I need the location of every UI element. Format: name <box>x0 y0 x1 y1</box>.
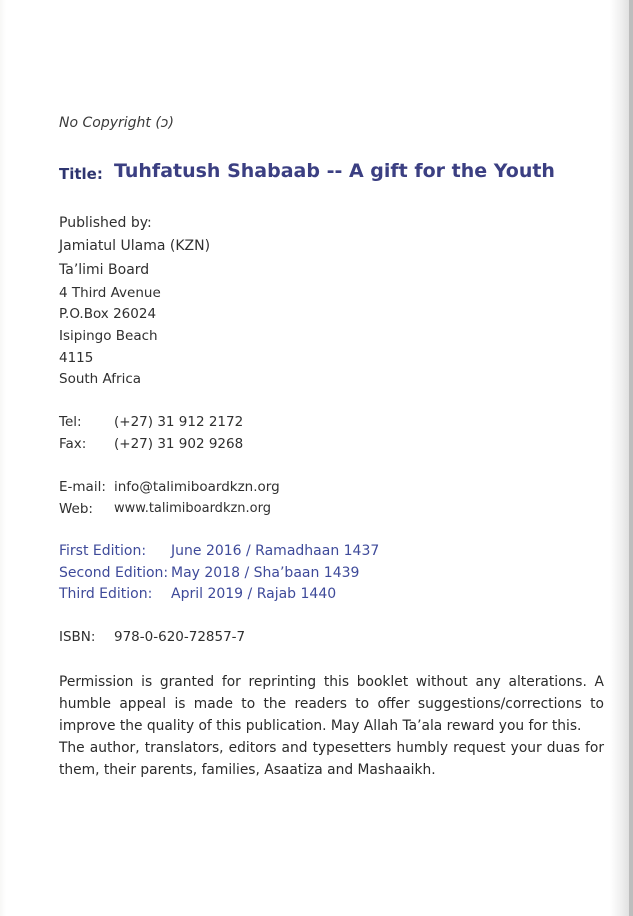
fax-label: Fax: <box>59 436 87 452</box>
edition-label: First Edition: <box>59 543 147 559</box>
copyright-notice: No Copyright (ɔ) <box>59 115 174 131</box>
edition-date: June 2016 / Ramadhaan 1437 <box>171 543 380 559</box>
isbn-value: 978-0-620-72857-7 <box>114 629 246 645</box>
fax-value: (+27) 31 902 9268 <box>114 436 244 452</box>
edition-label: Second Edition: <box>59 565 169 581</box>
edition-label: Third Edition: <box>59 586 153 602</box>
publisher-line: 4115 <box>59 350 94 366</box>
web-value: www.talimiboardkzn.org <box>114 501 271 516</box>
web-label: Web: <box>59 501 93 517</box>
isbn-label: ISBN: <box>59 629 96 645</box>
publisher-line: Ta’limi Board <box>59 262 150 278</box>
book-title: Tuhfatush Shabaab -- A gift for the Youth <box>114 160 555 182</box>
publisher-line: South Africa <box>59 371 142 387</box>
edition-date: April 2019 / Rajab 1440 <box>171 586 337 602</box>
permission-paragraph: Permission is granted for reprinting this booklet without any alterations. A humble appeal is made to the readers to offer suggestions/corrections to improve the quality of this publication. May Allah Ta’ala reward you for this. <box>59 674 604 734</box>
request-paragraph: The author, translators, editors and typesetters humbly request your duas for them, their parents, families, Asaatiza and Mashaaikh. <box>59 740 604 778</box>
permission-text <box>59 671 604 781</box>
email-value: info@talimiboardkzn.org <box>114 479 280 495</box>
tel-label: Tel: <box>59 414 82 430</box>
publisher-line: 4 Third Avenue <box>59 285 161 301</box>
tel-value: (+27) 31 912 2172 <box>114 414 244 430</box>
page-edge <box>629 0 633 916</box>
email-label: E-mail: <box>59 479 106 495</box>
publisher-line: P.O.Box 26024 <box>59 306 157 322</box>
published-by-label: Published by: <box>59 215 152 231</box>
title-label: Title: <box>59 165 103 183</box>
edition-date: May 2018 / Sha’baan 1439 <box>171 565 360 581</box>
publisher-line: Isipingo Beach <box>59 328 158 344</box>
publisher-line: Jamiatul Ulama (KZN) <box>59 238 211 254</box>
